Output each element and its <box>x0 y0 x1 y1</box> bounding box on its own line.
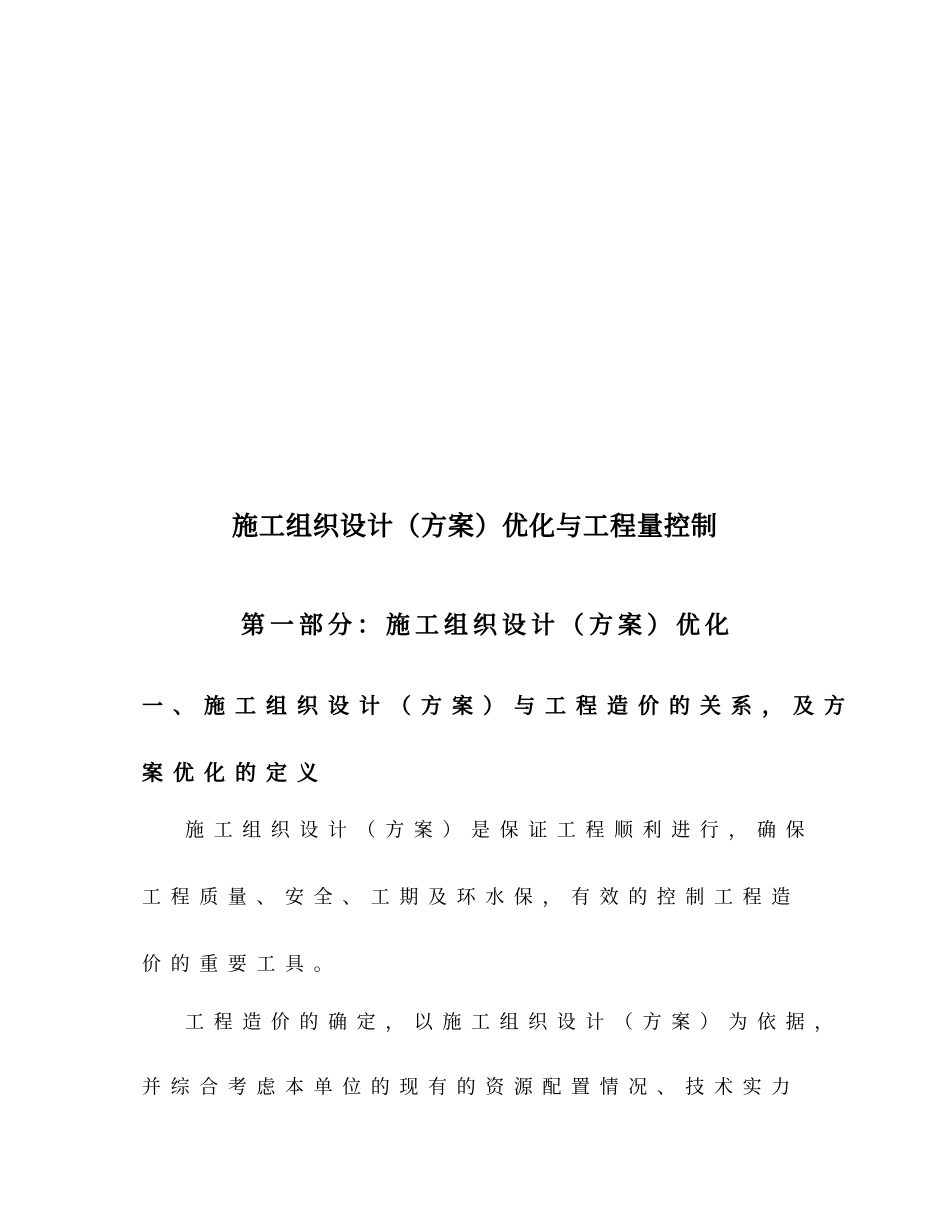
section-heading-line-1: 一、施工组织设计（方案）与工程造价的关系，及方 <box>142 693 855 718</box>
paragraph-2-line-2: 并综合考虑本单位的现有的资源配置情况、技术实力 <box>142 1076 800 1098</box>
paragraph-1-line-2: 工程质量、安全、工期及环水保，有效的控制工程造 <box>142 886 800 908</box>
paragraph-2-line-1: 工程造价的确定，以施工组织设计（方案）为依据， <box>185 1011 843 1033</box>
section-heading-line-2: 案优化的定义 <box>142 760 328 785</box>
document-title: 施工组织设计（方案）优化与工程量控制 <box>231 512 718 542</box>
paragraph-1-line-3: 价的重要工具。 <box>142 953 343 975</box>
paragraph-1-line-1: 施工组织设计（方案）是保证工程顺利进行，确保 <box>185 819 815 841</box>
part-title: 第一部分：施工组织设计（方案）优化 <box>241 610 734 639</box>
